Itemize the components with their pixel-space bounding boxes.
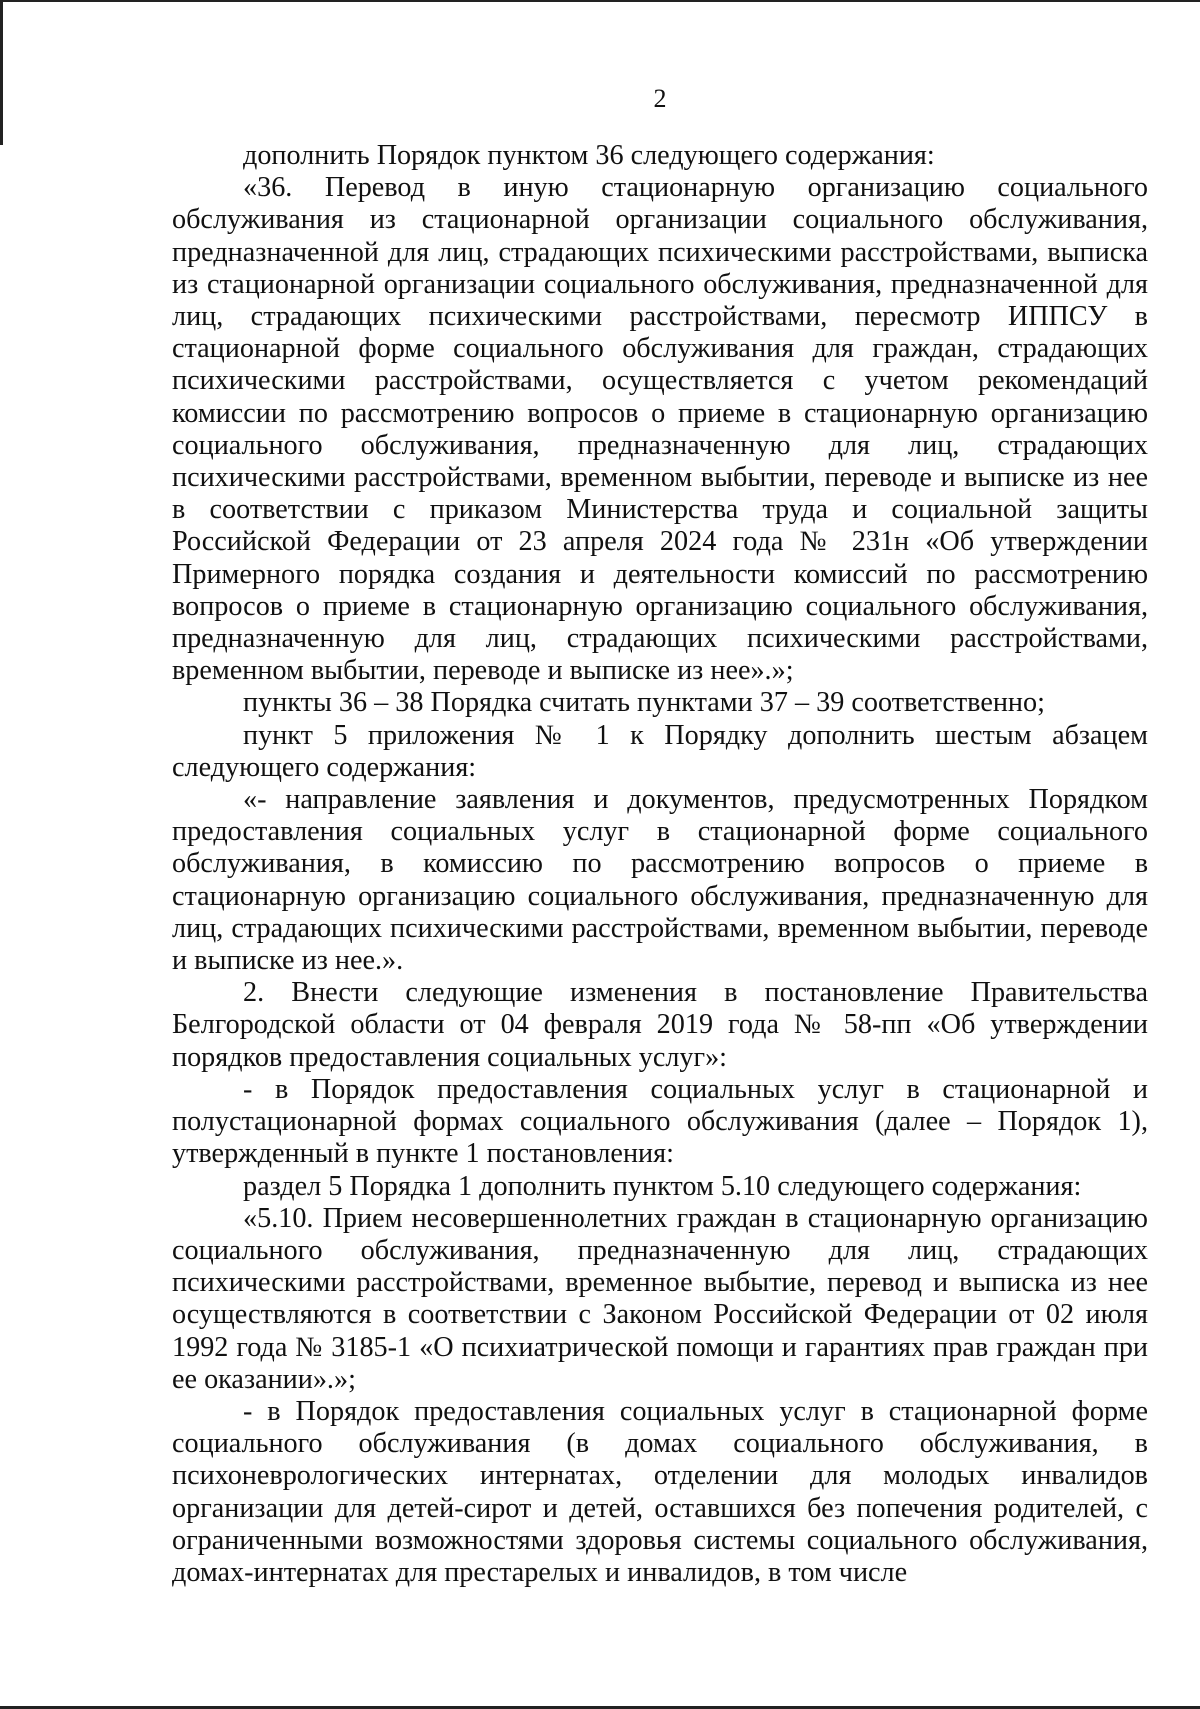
paragraph-9: «5.10. Прием несовершеннолетних граждан в стационарную организацию социального обслуживания, предназначенную для лиц, страдающих психическими расстройствами, временное выбытие, перевод и выписка из нее осуществляются в соответствии с Законом Российской Федерации от 02 июля 1992 года № 3185-1 «О психиатрической помощи и гарантиях прав граждан при ее оказании».»; bbox=[172, 1202, 1148, 1395]
paragraph-4: пункт 5 приложения № 1 к Порядку дополнить шестым абзацем следующего содержания: bbox=[172, 719, 1148, 783]
paragraph-1: дополнить Порядок пунктом 36 следующего содержания: bbox=[243, 140, 935, 171]
paragraph-6: 2. Внести следующие изменения в постановление Правительства Белгородской области от 04 февраля 2019 года № 58-пп «Об утверждении порядков предоставления социальных услуг»: bbox=[172, 977, 1148, 1073]
paragraph-2: «36. Перевод в иную стационарную организацию социального обслуживания из стационарной организации социального обслуживания, предназначенной для лиц, страдающих психическими расстройствами, выписка из стационарной организации социального обслуживания, предназначенной для лиц, страдающих психическими расстройствами, пересмотр ИППСУ в стационарной форме социального обслуживания для граждан, страдающих психическими расстройствами, осуществляется с учетом рекомендаций комиссии по рассмотрению вопросов о приеме в стационарную организацию социального обслуживания, предназначенную для лиц, страдающих психическими расстройствами, временном выбытии, переводе и выписке из нее в соответствии с приказом Министерства труда и социальной защиты Российской Федерации от 23 апреля 2024 года № 231н «Об утверждении Примерного порядка создания и деятельности комиссий по рассмотрению вопросов о приеме в стационарную организацию социального обслуживания, предназначенную для лиц, страдающих психическими расстройствами, временном выбытии, переводе и выписке из нее».»; bbox=[172, 172, 1148, 687]
paragraph-3: пункты 36 – 38 Порядка считать пунктами 37 – 39 соответственно; bbox=[243, 687, 1045, 719]
page-number: 2 bbox=[653, 84, 667, 113]
paragraph-8: раздел 5 Порядка 1 дополнить пунктом 5.10 следующего содержания: bbox=[243, 1170, 1082, 1202]
scan-border-left bbox=[0, 0, 3, 145]
paragraph-7: - в Порядок предоставления социальных услуг в стационарной и полустационарной формах социального обслуживания (далее – Порядок 1), утвержденный в пункте 1 постановления: bbox=[172, 1073, 1148, 1170]
document-body bbox=[172, 140, 1148, 1589]
paragraph-5: «- направление заявления и документов, предусмотренных Порядком предоставления социальных услуг в стационарной форме социального обслуживания, в комиссию по рассмотрению вопросов о приеме в стационарную организацию социального обслуживания, предназначенную для лиц, страдающих психическими расстройствами, временном выбытии, переводе и выписке из нее.». bbox=[172, 784, 1148, 977]
scan-border-top bbox=[0, 0, 1200, 2]
paragraph-10: - в Порядок предоставления социальных услуг в стационарной форме социального обслуживания (в домах социального обслуживания, в психоневрологических интернатах, отделении для молодых инвалидов организации для детей-сирот и детей, оставшихся без попечения родителей, с ограниченными возможностями здоровья системы социального обслуживания, домах-интернатах для престарелых и инвалидов, в том числе bbox=[172, 1395, 1148, 1588]
